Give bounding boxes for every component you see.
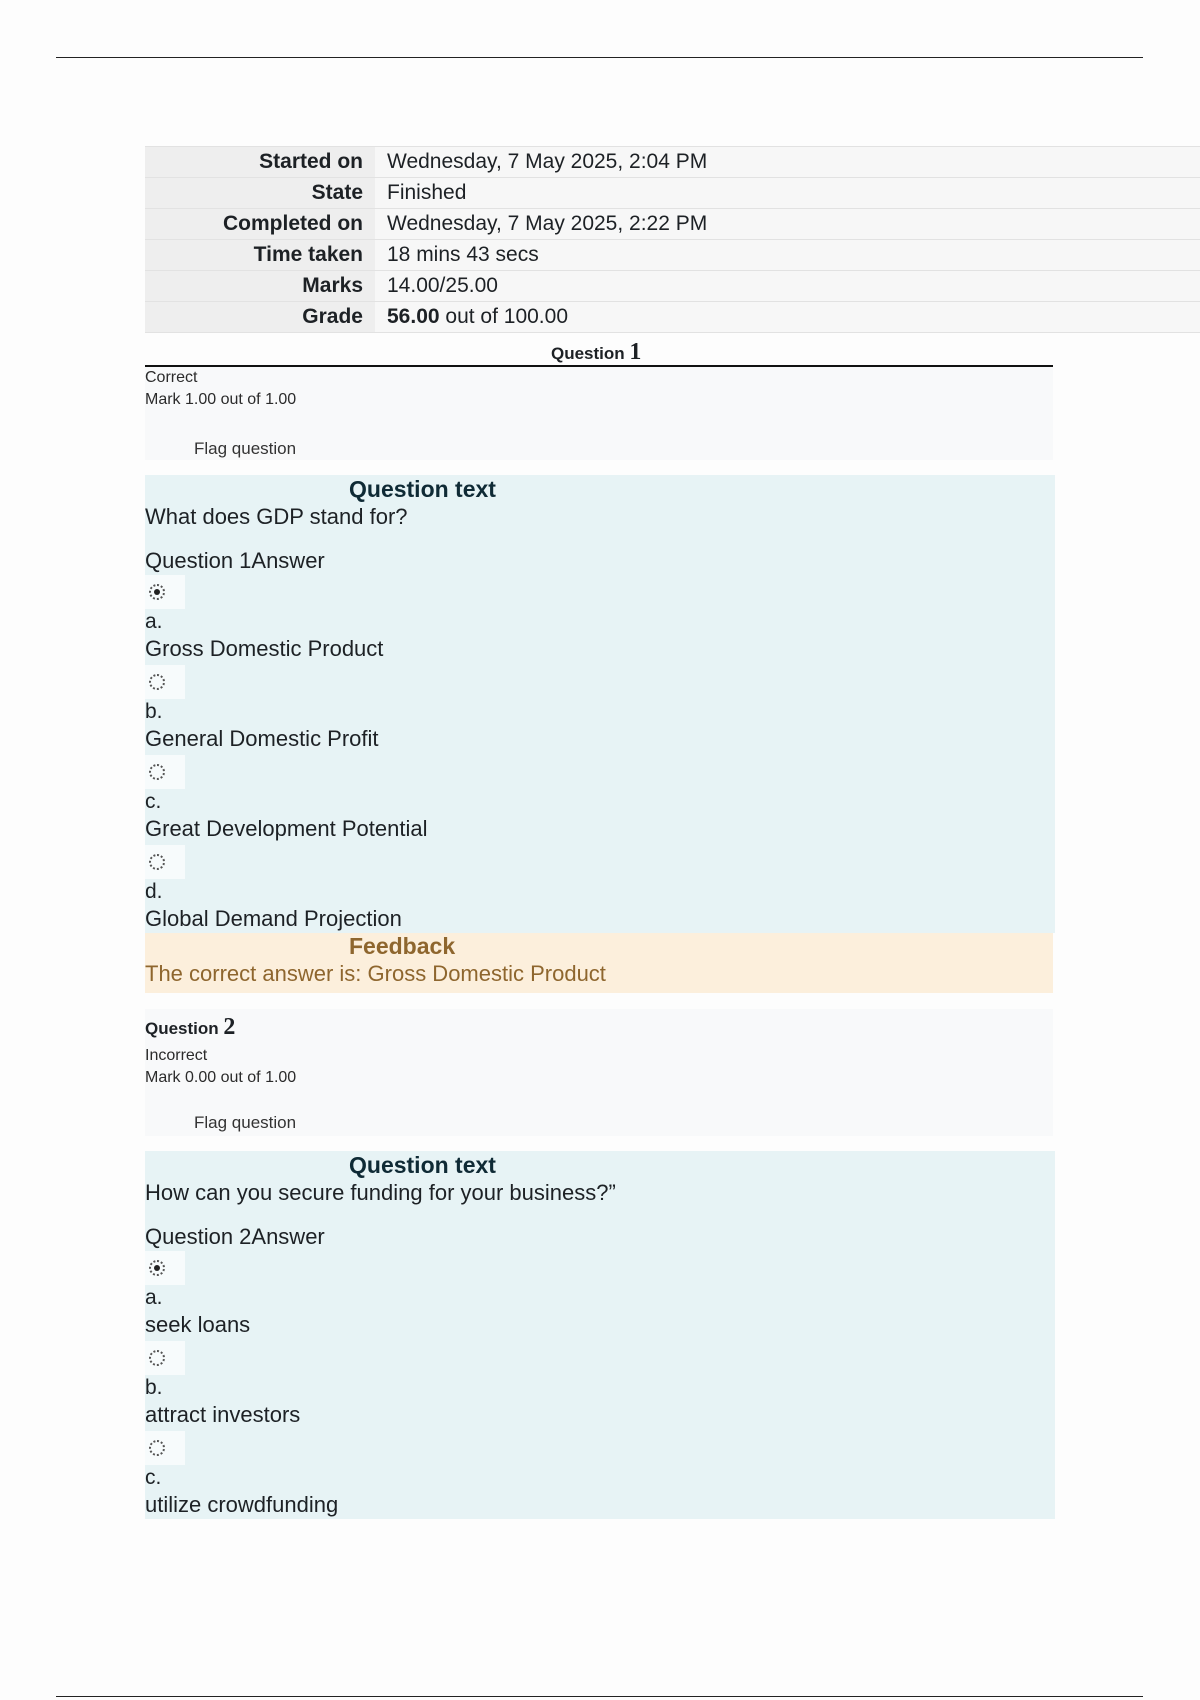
summary-row-completed <box>145 209 1200 240</box>
question-number-value: 1 <box>629 339 642 365</box>
option-letter: b. <box>145 700 163 723</box>
summary-label: Started on <box>145 147 375 178</box>
radio-button[interactable] <box>145 1341 185 1375</box>
radio-empty-icon <box>149 854 165 870</box>
summary-row-grade <box>145 302 1200 333</box>
summary-value: 18 mins 43 secs <box>375 240 1200 271</box>
question-1-formulation <box>145 475 1055 933</box>
option-text: General Domestic Profit <box>145 726 379 751</box>
option-text: utilize crowdfunding <box>145 1492 339 1517</box>
answer-option[interactable] <box>145 665 1055 753</box>
radio-button[interactable] <box>145 755 185 789</box>
radio-button[interactable] <box>145 665 185 699</box>
summary-row-state <box>145 178 1200 209</box>
question-mark: Mark 0.00 out of 1.00 <box>145 1069 297 1086</box>
option-letter: a. <box>145 610 163 633</box>
radio-button[interactable] <box>145 1251 185 1285</box>
question-1-feedback <box>145 933 1053 993</box>
summary-value: Wednesday, 7 May 2025, 2:22 PM <box>375 209 1200 240</box>
option-text: Great Development Potential <box>145 816 428 841</box>
summary-value <box>375 302 1200 333</box>
option-text: attract investors <box>145 1402 301 1427</box>
question-text-heading: Question text <box>349 1152 496 1178</box>
feedback-text: The correct answer is: Gross Domestic Product <box>145 961 606 986</box>
summary-label: Marks <box>145 271 375 302</box>
summary-value: Wednesday, 7 May 2025, 2:04 PM <box>375 147 1200 178</box>
question-status: Incorrect <box>145 1047 208 1064</box>
summary-row-started <box>145 147 1200 178</box>
summary-value: Finished <box>375 178 1200 209</box>
option-letter: a. <box>145 1286 163 1309</box>
summary-label: Grade <box>145 302 375 333</box>
option-letter: d. <box>145 880 163 903</box>
option-letter: c. <box>145 790 162 813</box>
summary-label: State <box>145 178 375 209</box>
question-text-heading: Question text <box>349 476 496 502</box>
answer-option[interactable] <box>145 575 1055 663</box>
radio-empty-icon <box>149 1350 165 1366</box>
flag-question-link[interactable]: Flag question <box>194 439 297 458</box>
page-top-rule <box>56 57 1143 58</box>
question-2-formulation <box>145 1151 1055 1519</box>
attempt-summary-table <box>145 146 1200 333</box>
answer-label: Question 2Answer <box>145 1224 325 1249</box>
option-text: Gross Domestic Product <box>145 636 384 661</box>
option-text: Global Demand Projection <box>145 906 402 931</box>
summary-row-marks <box>145 271 1200 302</box>
answer-option[interactable] <box>145 845 1055 933</box>
answer-option[interactable] <box>145 755 1055 843</box>
summary-value: 14.00/25.00 <box>375 271 1200 302</box>
question-number <box>551 339 641 366</box>
grade-value: 56.00 <box>387 305 440 328</box>
feedback-heading: Feedback <box>349 933 456 959</box>
page-bottom-rule <box>56 1696 1143 1697</box>
summary-row-time-taken <box>145 240 1200 271</box>
question-1-info <box>145 367 1053 460</box>
radio-selected-icon <box>149 584 165 600</box>
radio-empty-icon <box>149 764 165 780</box>
radio-button[interactable] <box>145 575 185 609</box>
question-number <box>145 1009 1053 1045</box>
flag-question-link[interactable]: Flag question <box>194 1113 297 1132</box>
radio-button[interactable] <box>145 845 185 879</box>
grade-out-of: out of 100.00 <box>439 305 569 328</box>
answer-option[interactable] <box>145 1341 1055 1429</box>
option-letter: c. <box>145 1466 162 1489</box>
answer-option[interactable] <box>145 1251 1055 1339</box>
question-prefix: Question <box>145 1019 224 1038</box>
question-number-value: 2 <box>223 1014 236 1040</box>
question-mark: Mark 1.00 out of 1.00 <box>145 391 297 408</box>
question-text: How can you secure funding for your business?” <box>145 1180 616 1205</box>
radio-empty-icon <box>149 674 165 690</box>
answer-label: Question 1Answer <box>145 548 325 573</box>
quiz-review <box>145 146 1200 1519</box>
summary-label: Time taken <box>145 240 375 271</box>
option-text: seek loans <box>145 1312 251 1337</box>
radio-empty-icon <box>149 1440 165 1456</box>
question-2-info <box>145 1009 1053 1136</box>
answer-option[interactable] <box>145 1431 1055 1519</box>
question-status: Correct <box>145 369 198 386</box>
question-1-header <box>145 333 1053 367</box>
question-prefix: Question <box>551 344 630 363</box>
summary-label: Completed on <box>145 209 375 240</box>
option-letter: b. <box>145 1376 163 1399</box>
radio-button[interactable] <box>145 1431 185 1465</box>
radio-selected-icon <box>149 1260 165 1276</box>
question-text: What does GDP stand for? <box>145 504 408 529</box>
